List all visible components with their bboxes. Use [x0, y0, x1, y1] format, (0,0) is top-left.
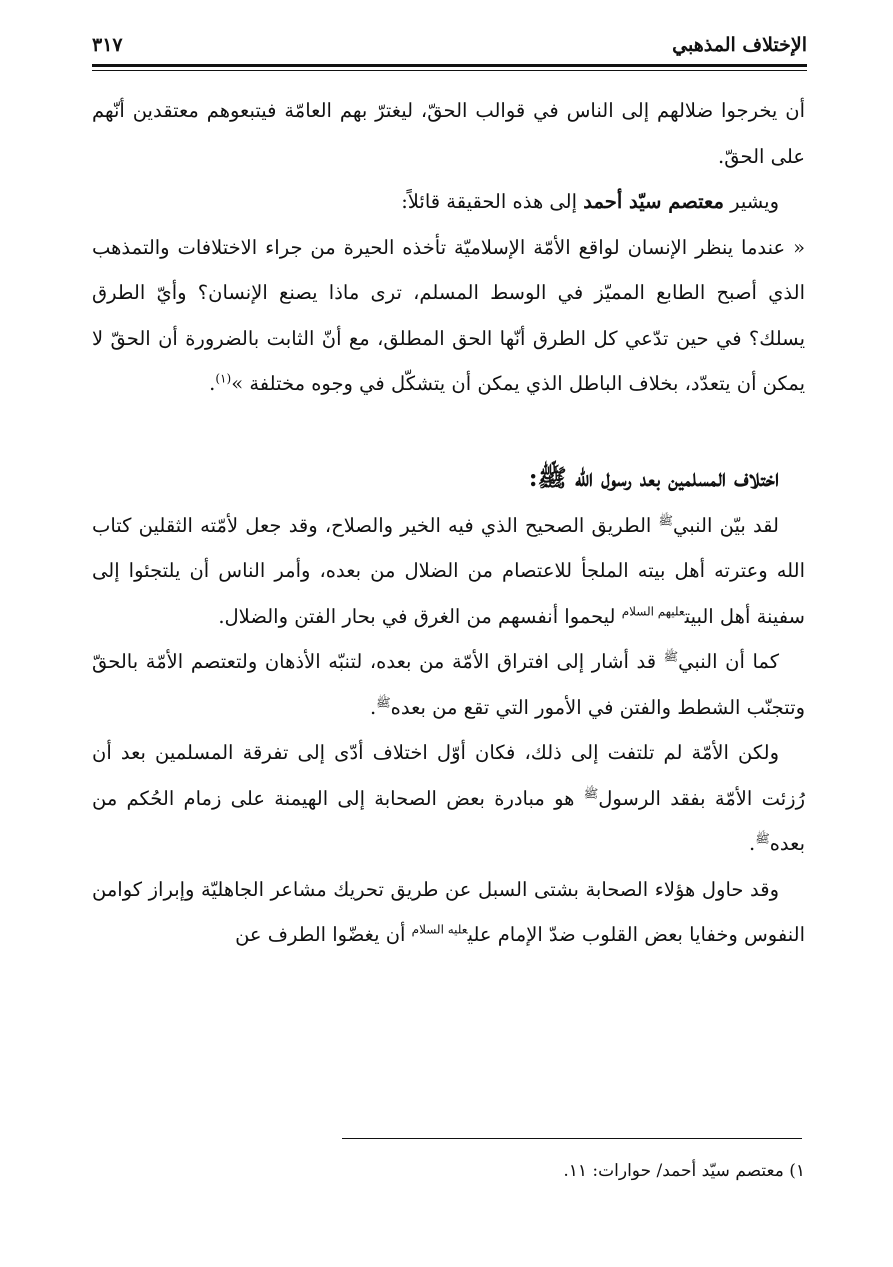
salawat-glyph: ﷺ [583, 786, 599, 800]
section-heading [92, 453, 805, 503]
header-rule-thin [92, 70, 807, 71]
section-paragraph-1 [92, 503, 805, 640]
block-quote [92, 225, 805, 407]
citation-intro-suffix: إلى هذه الحقيقة قائلاً: [401, 190, 584, 213]
footnote: ١) معتصم سيّد أحمد/ حوارات: ١١. [563, 1161, 805, 1181]
salawat-glyph: ﷺ [537, 462, 567, 492]
paragraph-text: هو مبادرة بعض الصحابة إلى الهيمنة على زمام الحُكم من بعده [92, 786, 805, 855]
salawat-glyph: ﷺ [755, 831, 770, 846]
header-rule [92, 64, 807, 67]
section-paragraph-2 [92, 639, 805, 730]
paragraph-text: ليحموا أنفسهم من الغرق في بحار الفتن والضلال. [218, 604, 622, 628]
running-title: الإختلاف المذهبي [672, 34, 807, 56]
section-paragraph-3 [92, 730, 805, 867]
paragraph-text: كما أن النبي [678, 650, 779, 673]
page-body [92, 88, 805, 958]
paragraph-text: . [749, 832, 756, 855]
paragraph-text: ولكن الأمّة لم تلتفت إلى ذلك، فكان أوّل اختلاف أدّى إلى تفرقة المسلمين بعد أن رُزئت الأمّة بفقد الرسول [92, 741, 805, 810]
section-heading-text: اختلاف المسلمين بعد رسول الله [574, 462, 779, 492]
footnote-marker: (١) [215, 371, 232, 386]
page-number: ٣١٧ [92, 34, 123, 56]
quote-text: « عندما ينظر الإنسان لواقع الأمّة الإسلاميّة تأخذه الحيرة من جراء الاختلافات والتمذهب الذي أصبح الطابع المميّز في الوسط المسلم، ترى ماذا يصنع الإنسان؟ وأيّ الطرق يسلك؟ في حين تدّعي كل الطرق أنّها الحق المطلق، مع أنّ الثابت بالضرورة أن الحقّ لا يمكن أن يتعدّد، بخلاف الباطل الذي يمكن أن يتشكّل في وجوه مختلفة » [92, 235, 805, 395]
paragraph-text: . [369, 695, 377, 719]
footnote-separator [342, 1138, 802, 1139]
paragraph-text: وقد حاول هؤلاء الصحابة بشتى السبل عن طريق تحريك مشاعر الجاهليّة وإبراز كوامن النفوس وخفايا بعض القلوب ضدّ الإمام علي [92, 877, 805, 946]
running-header [92, 30, 807, 64]
paragraph-text: قد أشار إلى افتراق الأمّة من بعده، لتنبّه الأذهان ولتعتصم الأمّة بالحقّ وتتجنّب الشطط والفتن في الأمور التي تقع من بعده [92, 650, 805, 719]
section-spacer [92, 407, 805, 453]
section-heading-colon: : [528, 462, 538, 492]
citation-intro-prefix: ويشير [723, 190, 779, 213]
section-paragraph-4 [92, 867, 805, 958]
quote-end-period: . [209, 372, 216, 395]
paragraph-text: لقد بيّن النبي [673, 513, 779, 537]
paragraph-continuation: أن يخرجوا ضلالهم إلى الناس في قوالب الحقّ، ليغترّ بهم العامّة فيتبعوهم معتقدين أنّهم على الحقّ. [92, 99, 805, 168]
honorific-glyph: عليهم السلام [621, 604, 685, 618]
salawat-glyph: ﷺ [376, 695, 391, 709]
honorific-glyph: عليه السلام [411, 922, 468, 937]
cited-author-name: معتصم سيّد أحمد [583, 190, 724, 213]
paragraph-text: أن يغضّوا الطرف عن [235, 923, 412, 946]
salawat-glyph: ﷺ [658, 513, 674, 527]
salawat-glyph: ﷺ [663, 649, 679, 664]
paragraph-text: الطريق الصحيح الذي فيه الخير والصلاح، وقد جعل لأمّته الثقلين كتاب الله وعترته أهل بيته الملجأ للاعتصام من الضلال من بعده، وأمر الناس أن يلتجئوا إلى سفينة أهل البيت [92, 513, 805, 628]
paragraph-citation-intro [92, 179, 805, 225]
